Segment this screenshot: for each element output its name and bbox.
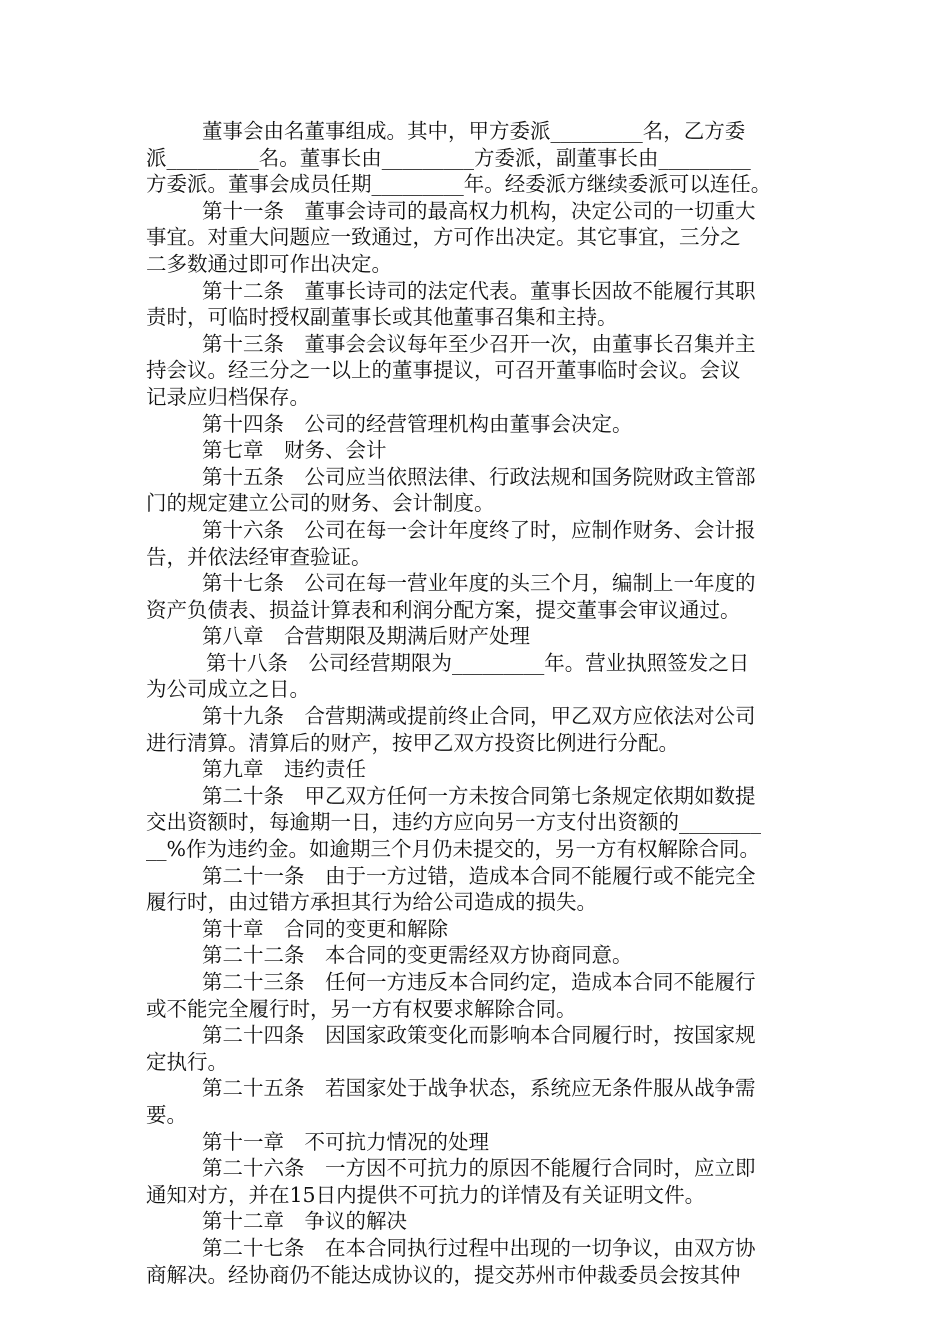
text-line: 第十五条 公司应当依照法律、行政法规和国务院财政主管部 bbox=[202, 464, 756, 489]
text-line: 持会议。经三分之一以上的董事提议，可召开董事临时会议。会议 bbox=[146, 358, 741, 383]
text-line: 第十三条 董事会会议每年至少召开一次，由董事长召集并主 bbox=[202, 331, 756, 356]
text-line: 方委派。董事会成员任期_________年。经委派方继续委派可以连任。 bbox=[146, 172, 772, 197]
text-line: 进行清算。清算后的财产，按甲乙双方投资比例进行分配。 bbox=[146, 730, 679, 755]
text-line: 门的规定建立公司的财务、会计制度。 bbox=[146, 491, 495, 516]
text-line: 第十八条 公司经营期限为_________年。营业执照签发之日 bbox=[206, 650, 750, 675]
text-line: 第二十条 甲乙双方任何一方未按合同第七条规定依期如数提 bbox=[202, 783, 756, 808]
text-line: 第十二条 董事长诗司的法定代表。董事长因故不能履行其职 bbox=[202, 278, 756, 303]
text-line: 第七章 财务、会计 bbox=[202, 438, 387, 463]
text-line: 第十六条 公司在每一会计年度终了时，应制作财务、会计报 bbox=[202, 517, 756, 542]
text-line: 第十七条 公司在每一营业年度的头三个月，编制上一年度的 bbox=[202, 571, 756, 596]
text-line: 履行时，由过错方承担其行为给公司造成的损失。 bbox=[146, 890, 597, 915]
text-line: 第十一章 不可抗力情况的处理 bbox=[202, 1129, 489, 1154]
text-line: __%作为违约金。如逾期三个月仍未提交的，另一方有权解除合同。 bbox=[146, 837, 760, 862]
text-line: 第九章 违约责任 bbox=[202, 757, 366, 782]
text-line: 派_________名。董事长由_________方委派，副董事长由_________ bbox=[146, 145, 751, 170]
text-line: 第八章 合营期限及期满后财产处理 bbox=[202, 624, 530, 649]
text-line: 第十四条 公司的经营管理机构由董事会决定。 bbox=[202, 411, 633, 436]
text-line: 事宜。对重大问题应一致通过，方可作出决定。其它事宜，三分之 bbox=[146, 225, 741, 250]
text-line: 第二十三条 任何一方违反本合同约定，造成本合同不能履行 bbox=[202, 970, 756, 994]
text-line: 定执行。 bbox=[146, 1049, 228, 1074]
text-line: 记录应归档保存。 bbox=[146, 384, 310, 409]
text-line: 资产负债表、损益计算表和利润分配方案，提交董事会审议通过。 bbox=[146, 597, 741, 622]
text-line: 第二十五条 若国家处于战争状态，系统应无条件服从战争需 bbox=[202, 1076, 756, 1101]
text-line: 或不能完全履行时，另一方有权要求解除合同。 bbox=[146, 996, 577, 1021]
text-line: 第二十六条 一方因不可抗力的原因不能履行合同时，应立即 bbox=[202, 1156, 756, 1181]
text-line: 商解决。经协商仍不能达成协议的，提交苏州市仲裁委员会按其仲 bbox=[146, 1262, 741, 1287]
text-line: 第十章 合同的变更和解除 bbox=[202, 916, 448, 941]
text-line: 交出资额时，每逾期一日，违约方应向另一方支付出资额的________ bbox=[146, 810, 761, 835]
text-line: 第二十四条 因国家政策变化而影响本合同履行时，按国家规 bbox=[202, 1023, 756, 1048]
text-line: 第二十二条 本合同的变更需经双方协商同意。 bbox=[202, 943, 633, 968]
text-line: 第二十一条 由于一方过错，造成本合同不能履行或不能完全 bbox=[202, 863, 756, 888]
text-line: 第十一条 董事会诗司的最高权力机构，决定公司的一切重大 bbox=[202, 198, 756, 223]
text-line: 第十九条 合营期满或提前终止合同，甲乙双方应依法对公司 bbox=[202, 704, 756, 729]
text-line: 董事会由名董事组成。其中，甲方委派_________名，乙方委 bbox=[202, 119, 746, 143]
text-line: 二多数通过即可作出决定。 bbox=[146, 251, 392, 276]
text-line: 责时，可临时授权副董事长或其他董事召集和主持。 bbox=[146, 305, 618, 330]
document-body bbox=[146, 118, 806, 1288]
text-line: 第二十七条 在本合同执行过程中出现的一切争议，由双方协 bbox=[202, 1235, 756, 1260]
text-line: 第十二章 争议的解决 bbox=[202, 1209, 407, 1234]
text-line: 告，并依法经审查验证。 bbox=[146, 544, 372, 569]
text-line: 为公司成立之日。 bbox=[146, 677, 310, 702]
text-line: 通知对方，并在15日内提供不可抗力的详情及有关证明文件。 bbox=[146, 1182, 706, 1207]
text-line: 要。 bbox=[146, 1102, 187, 1127]
